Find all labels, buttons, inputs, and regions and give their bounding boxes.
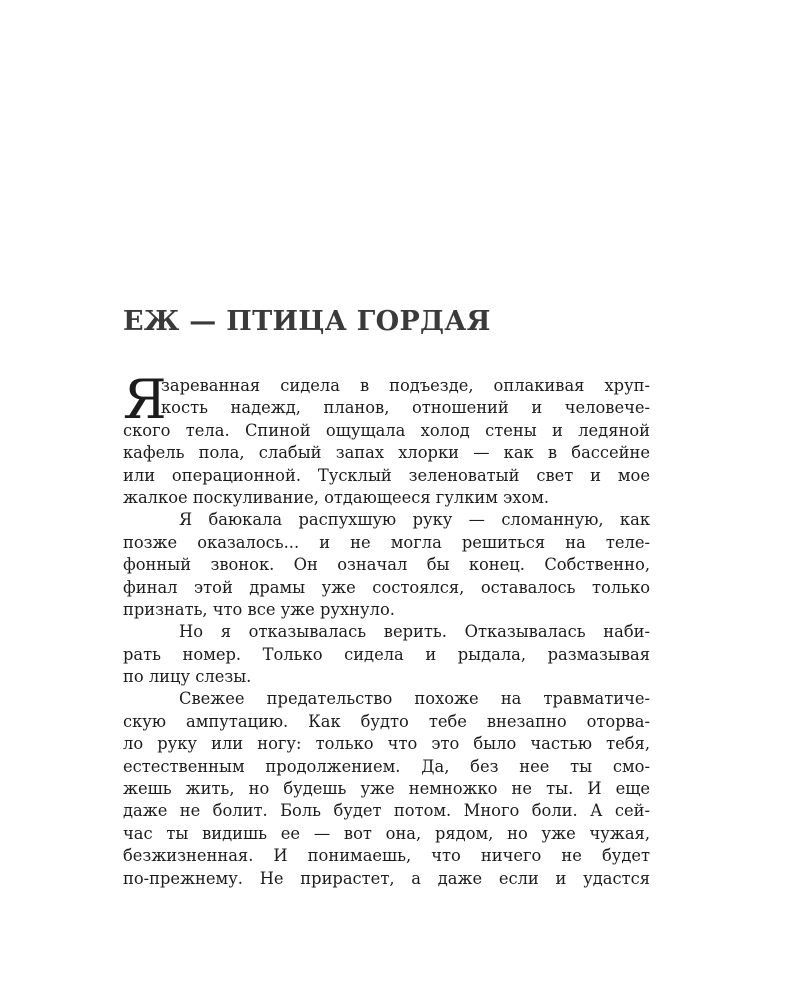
text-line: естественным продолжением. Да, без нее ты смо-	[123, 756, 650, 776]
text-line: кость надежд, планов, отношений и человече-	[161, 398, 650, 418]
text-line: или операционной. Тусклый зеленоватый свет и мое	[123, 465, 650, 485]
text-line: рать номер. Только сидела и рыдала, размазывая	[123, 644, 650, 664]
text-line: финал этой драмы уже состоялся, оставалось только	[123, 577, 650, 597]
text-line: признать, что все уже рухнуло.	[123, 599, 395, 619]
text-line: по-прежнему. Не прирастет, а даже если и удастся	[123, 868, 650, 888]
text-line: даже не болит. Боль будет потом. Много боли. А сей-	[123, 801, 650, 821]
text-line: Но я отказывалась верить. Отказывалась наби-	[179, 622, 650, 642]
text-line: по лицу слезы.	[123, 667, 252, 687]
text-line: кафель пола, слабый запах хлорки — как в бассейне	[123, 443, 650, 463]
text-line: жалкое поскуливание, отдающееся гулким эхом.	[123, 487, 550, 507]
chapter-title: ЕЖ — ПТИЦА ГОРДАЯ	[123, 306, 491, 337]
text-line: час ты видишь ее — вот она, рядом, но уже чужая,	[123, 823, 650, 843]
text-line: ского тела. Спиной ощущала холод стены и ледяной	[123, 420, 650, 440]
text-line: жешь жить, но будешь уже немножко не ты. И еще	[123, 779, 650, 799]
text-line: позже оказалось... и не могла решиться на теле-	[123, 532, 650, 552]
text-line: Я баюкала распухшую руку — сломанную, как	[179, 510, 650, 530]
text-line: фонный звонок. Он означал бы конец. Собственно,	[123, 555, 650, 575]
text-line: Свежее предательство похоже на травматиче-	[179, 689, 650, 709]
text-line: безжизненная. И понимаешь, что ничего не будет	[123, 846, 650, 866]
text-line: ло руку или ногу: только что это было частью тебя,	[123, 734, 650, 754]
drop-cap: Я	[123, 368, 167, 431]
chapter-text	[123, 368, 650, 890]
text-line: зареванная сидела в подъезде, оплакивая хруп-	[161, 376, 650, 395]
text-line: скую ампутацию. Как будто тебе внезапно оторва-	[123, 711, 650, 731]
